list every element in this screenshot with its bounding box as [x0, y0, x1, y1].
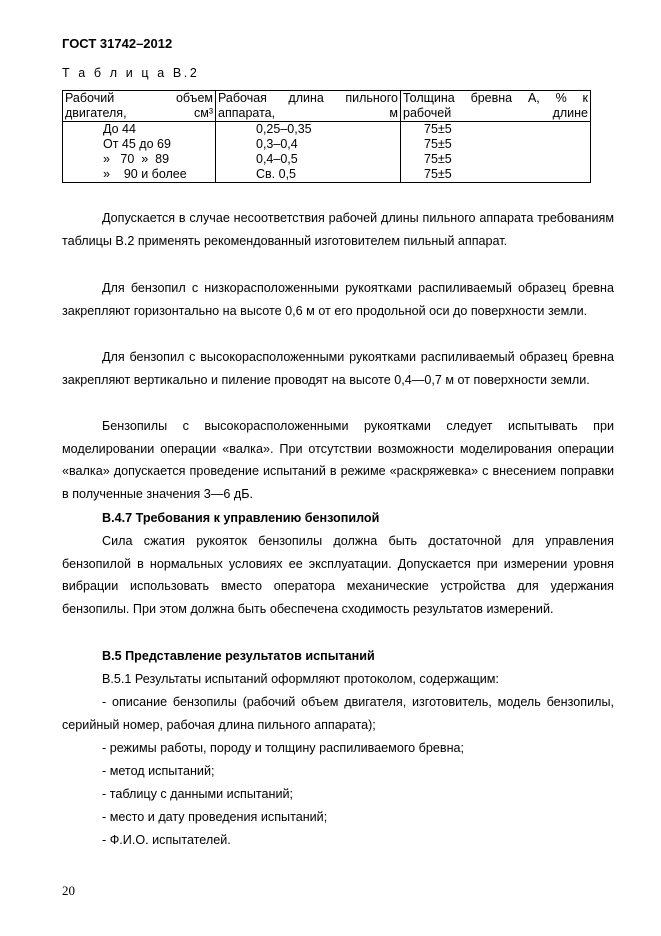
paragraph-felling: Бензопилы с высокорасположенными рукоятками следует испытывать при моделировании операции «валка». При отсутствии возможности моделирования операции «валка» допускается проведение испытаний в режиме «раскряжевка» с внесением поправки в полученные значения 3—6 дБ. [62, 419, 614, 501]
list-item: - режимы работы, породу и толщину распиливаемого бревна; [102, 741, 465, 755]
paragraph-b51: В.5.1 Результаты испытаний оформляют протоколом, содержащим: [102, 672, 499, 686]
table-header-log-thickness: Толщина бревна А, % к рабочей длине [401, 91, 591, 122]
list-item: - Ф.И.О. испытателей. [102, 833, 231, 847]
list-item: - метод испытаний; [102, 764, 215, 778]
table-cell: 0,3–0,4 [216, 137, 401, 152]
table-cell: 75±5 [401, 152, 591, 167]
table-caption: Т а б л и ц а В.2 [62, 66, 200, 80]
table-cell: » 90 и более [63, 167, 216, 183]
section-heading-b5: В.5 Представление результатов испытаний [102, 649, 375, 663]
engine-table [62, 90, 591, 183]
paragraph-low-handles: Для бензопил с низкорасположенными рукоятками распиливаемый образец бревна закрепляют горизонтально на высоте 0,6 м от его продольной оси до поверхности земли. [62, 281, 614, 318]
paragraph-grip-force: Сила сжатия рукояток бензопилы должна быть достаточной для управления бензопилой в нормальных условиях ее эксплуатации. Допускается при измерении уровня вибрации использовать вместо оператора механические устройства для удержания бензопилы. При этом должна быть обеспечена сходимость результатов измерений. [62, 534, 614, 616]
section-heading-b47: В.4.7 Требования к управлению бензопилой [102, 511, 380, 525]
standard-header: ГОСТ 31742–2012 [62, 36, 173, 51]
list-item: - таблицу с данными испытаний; [102, 787, 294, 801]
table-row [63, 122, 591, 138]
table-cell: 0,4–0,5 [216, 152, 401, 167]
list-item: - место и дату проведения испытаний; [102, 810, 328, 824]
table-cell: 0,25–0,35 [216, 122, 401, 138]
table-row [63, 167, 591, 183]
paragraph-saw-bar: Допускается в случае несоответствия рабочей длины пильного аппарата требованиям таблицы В.2 применять рекомендованный изготовителем пильный аппарат. [62, 211, 614, 248]
paragraph-high-handles: Для бензопил с высокорасположенными рукоятками распиливаемый образец бревна закрепляют вертикально и пиление проводят на высоте 0,4—0,7 м от поверхности земли. [62, 350, 614, 387]
table-cell: » 70 » 89 [63, 152, 216, 167]
table-cell: До 44 [63, 122, 216, 138]
table-cell: 75±5 [401, 167, 591, 183]
table-cell: Св. 0,5 [216, 167, 401, 183]
table-header-bar-length: Рабочая длина пильного аппарата, м [216, 91, 401, 122]
table-row [63, 152, 591, 167]
table-header-engine-volume: Рабочий объем двигателя, см³ [63, 91, 216, 122]
table-cell: От 45 до 69 [63, 137, 216, 152]
page-number: 20 [62, 883, 75, 898]
table-cell: 75±5 [401, 137, 591, 152]
table-cell: 75±5 [401, 122, 591, 138]
list-item: - описание бензопилы (рабочий объем двигателя, изготовитель, модель бензопилы, серийный номер, рабочая длина пильного аппарата); [62, 695, 614, 732]
table-row [63, 137, 591, 152]
